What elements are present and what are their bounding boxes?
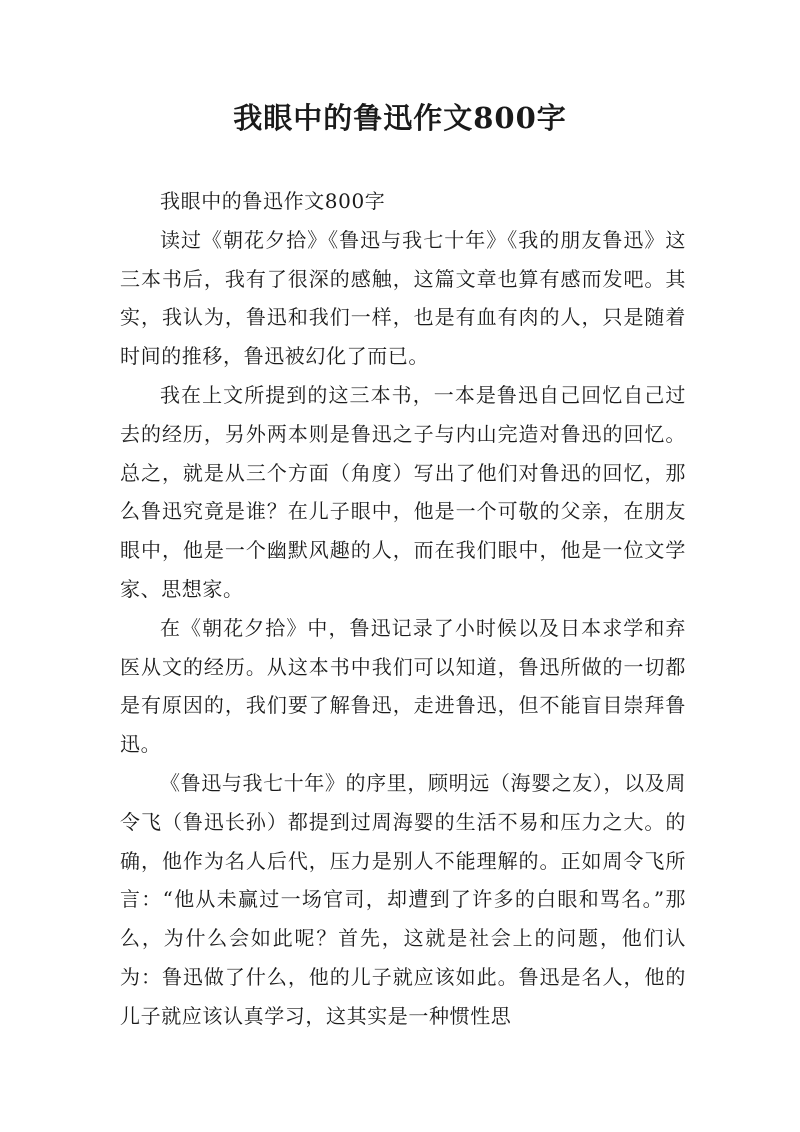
document-body	[120, 182, 686, 1036]
paragraph: 《鲁迅与我七十年》的序里，顾明远（海婴之友），以及周令飞（鲁迅长孙）都提到过周海婴的生活不易和压力之大。的确，他作为名人后代，压力是别人不能理解的。正如周令飞所言：“他从未赢过一场官司，却遭到了许多的白眼和骂名。”那么，为什么会如此呢？首先，这就是社会上的问题，他们认为：鲁迅做了什么，他的儿子就应该如此。鲁迅是名人，他的儿子就应该认真学习，这其实是一种惯性思	[120, 770, 686, 1028]
paragraph: 在《朝花夕拾》中，鲁迅记录了小时候以及日本求学和弃医从文的经历。从这本书中我们可以知道，鲁迅所做的一切都是有原因的，我们要了解鲁迅，走进鲁迅，但不能盲目崇拜鲁迅。	[120, 615, 686, 757]
paragraph: 我在上文所提到的这三本书，一本是鲁迅自己回忆自己过去的经历，另外两本则是鲁迅之子与内山完造对鲁迅的回忆。总之，就是从三个方面（角度）写出了他们对鲁迅的回忆，那么鲁迅究竟是谁？在儿子眼中，他是一个可敬的父亲，在朋友眼中，他是一个幽默风趣的人，而在我们眼中，他是一位文学家、思想家。	[120, 382, 686, 601]
document-title: 我眼中的鲁迅作文800字	[233, 101, 567, 135]
paragraph-subtitle: 我眼中的鲁迅作文800字	[160, 189, 386, 213]
paragraph: 读过《朝花夕拾》《鲁迅与我七十年》《我的朋友鲁迅》这三本书后，我有了很深的感触，这篇文章也算有感而发吧。其实，我认为，鲁迅和我们一样，也是有血有肉的人，只是随着时间的推移，鲁迅被幻化了而已。	[120, 227, 686, 369]
